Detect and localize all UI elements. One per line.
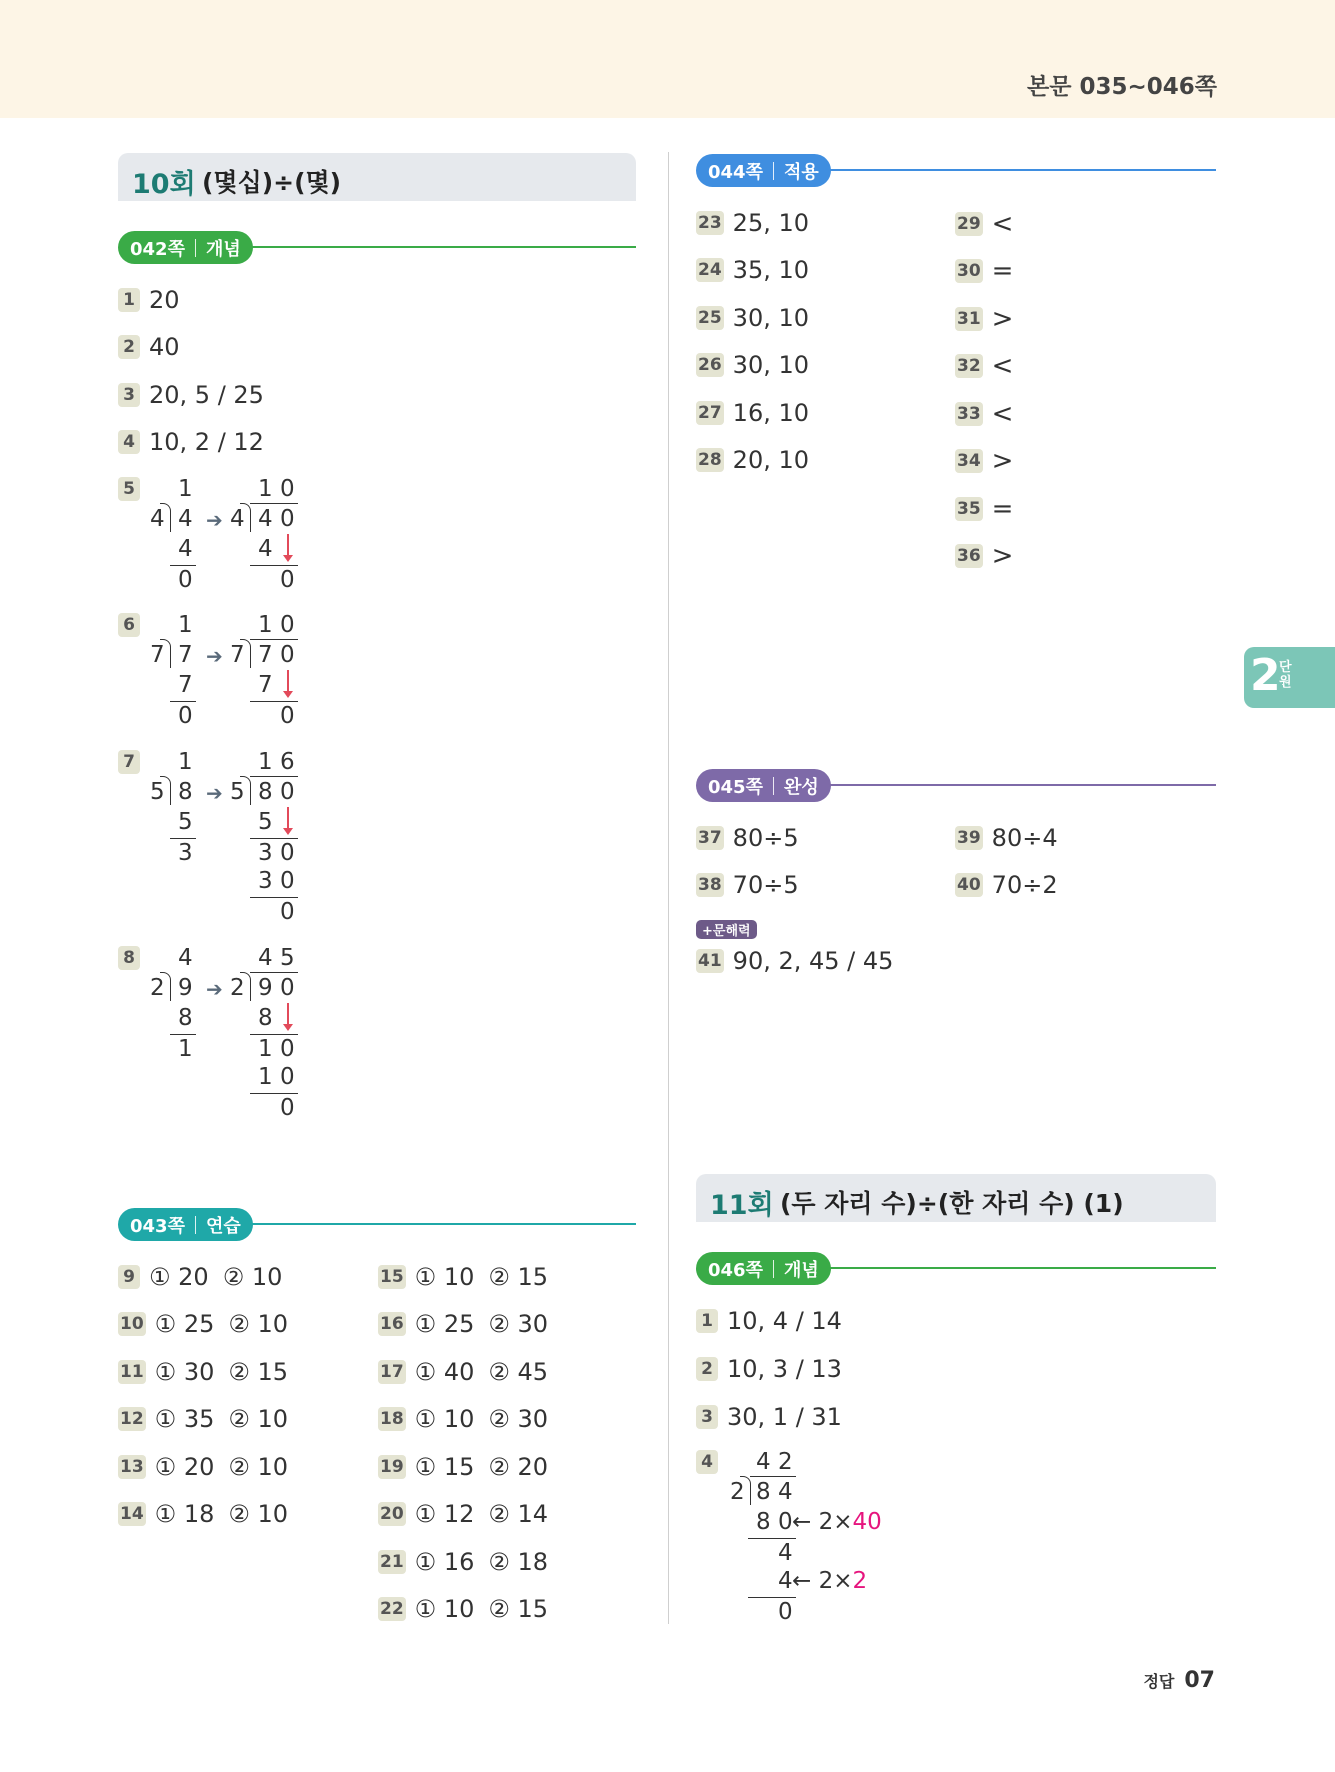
quotient: 1 0 xyxy=(258,476,295,502)
comparison-symbol: < xyxy=(991,209,1014,239)
section-044-rule xyxy=(828,169,1216,171)
answer-item xyxy=(696,1355,842,1383)
note-prefix: ← 2× xyxy=(792,1509,853,1535)
answer-text: 70÷5 xyxy=(732,871,799,899)
divisor: 5 xyxy=(230,779,245,805)
answer-number: 19 xyxy=(380,1457,404,1477)
page-footer xyxy=(1143,1668,1215,1693)
dividend: 7 0 xyxy=(258,642,295,668)
remainder: 3 xyxy=(178,840,193,866)
answer-number: 22 xyxy=(380,1599,404,1619)
section-045-rule xyxy=(828,784,1216,786)
answer-number: 17 xyxy=(380,1362,404,1382)
lesson-title: (몇십)÷(몇) xyxy=(202,168,342,197)
lesson-10-header xyxy=(118,153,636,201)
subtrahend: 4 xyxy=(178,536,193,562)
division-bracket xyxy=(240,639,251,668)
division-bracket xyxy=(740,1476,751,1505)
answer-text: 25, 10 xyxy=(732,209,810,237)
answer-item xyxy=(378,1500,548,1528)
answer-number: 26 xyxy=(698,355,722,375)
quotient: 1 xyxy=(178,749,193,775)
comparison-symbol: < xyxy=(991,399,1014,429)
section-kind: 연습 xyxy=(205,1215,241,1237)
remainder: 0 xyxy=(178,567,193,593)
answer-part-1: ① 18 xyxy=(154,1500,215,1528)
bring-down-arrow-icon xyxy=(287,534,289,556)
divisor: 7 xyxy=(150,642,165,668)
answer-item xyxy=(696,1307,842,1335)
answer-number: 4 xyxy=(118,430,140,454)
note-value: 2 xyxy=(852,1568,868,1594)
answer-item xyxy=(118,1453,288,1481)
answer-number: 28 xyxy=(698,450,722,470)
answer-item xyxy=(955,351,1013,381)
answer-number: 15 xyxy=(380,1267,404,1287)
division-overline xyxy=(250,503,298,504)
subtraction-line xyxy=(250,1093,298,1094)
answer-number: 31 xyxy=(957,309,981,329)
answer-text: 20 xyxy=(149,286,180,314)
subtrahend: 8 xyxy=(178,1005,193,1031)
answer-number: 16 xyxy=(380,1314,404,1334)
answer-part-2: ② 10 xyxy=(228,1405,289,1433)
subtraction-line xyxy=(250,838,298,839)
section-page: 046쪽 xyxy=(708,1259,763,1281)
answer-item xyxy=(378,1310,548,1338)
right-arrow-icon: ➔ xyxy=(206,644,223,668)
answer-item xyxy=(696,209,809,237)
comparison-symbol: = xyxy=(991,494,1014,524)
subtrahend: 4 xyxy=(258,536,273,562)
subtrahend-tens: 8 xyxy=(756,1509,771,1535)
answer-item xyxy=(118,1500,288,1528)
answer-text: 10, 2 / 12 xyxy=(149,428,264,456)
division-bracket xyxy=(240,972,251,1001)
division-overline xyxy=(250,972,298,973)
answer-text: 35, 10 xyxy=(732,256,810,284)
division-overline xyxy=(750,1476,796,1477)
division-bracket xyxy=(160,972,171,1001)
answer-item xyxy=(955,871,1058,899)
unit-number: 2 xyxy=(1250,650,1281,701)
divisor: 7 xyxy=(230,642,245,668)
answer-item xyxy=(378,1358,548,1386)
bring-down-arrow-icon xyxy=(287,807,289,829)
section-043-rule xyxy=(250,1223,636,1225)
section-page: 045쪽 xyxy=(708,776,763,798)
answer-item xyxy=(955,209,1013,239)
subtrahend: 3 0 xyxy=(258,868,295,894)
lesson-11-header xyxy=(696,1174,1216,1222)
answer-part-1: ① 25 xyxy=(414,1310,475,1338)
dividend: 4 0 xyxy=(258,506,295,532)
comparison-symbol: > xyxy=(991,304,1014,334)
section-page: 042쪽 xyxy=(130,238,185,260)
answer-number: 4 xyxy=(696,1450,718,1474)
subtrahend-ones: 0 xyxy=(778,1509,793,1535)
answer-item xyxy=(696,399,809,427)
answer-text: 80÷5 xyxy=(732,824,799,852)
answer-part-2: ② 30 xyxy=(488,1405,549,1433)
answer-number: 2 xyxy=(118,335,140,359)
remainder: 0 xyxy=(280,1095,295,1121)
subtraction-line xyxy=(250,701,298,702)
comparison-symbol: > xyxy=(991,446,1014,476)
section-page: 043쪽 xyxy=(130,1215,185,1237)
division-bracket xyxy=(160,503,171,532)
remainder: 0 xyxy=(280,899,295,925)
right-arrow-icon: ➔ xyxy=(206,977,223,1001)
answer-part-1: ① 40 xyxy=(414,1358,475,1386)
answer-number: 23 xyxy=(698,213,722,233)
answer-item xyxy=(696,446,809,474)
subtraction-line xyxy=(250,1034,298,1035)
section-045-label xyxy=(696,769,831,802)
answer-part-2: ② 15 xyxy=(228,1358,289,1386)
quotient: 4 5 xyxy=(258,945,295,971)
answer-part-1: ① 30 xyxy=(154,1358,215,1386)
answer-text: 80÷4 xyxy=(991,824,1058,852)
division-bracket xyxy=(160,639,171,668)
division-bracket xyxy=(240,503,251,532)
answer-item xyxy=(118,381,264,409)
answer-text: 90, 2, 45 / 45 xyxy=(732,947,894,975)
lesson-number: 10회 xyxy=(132,169,196,200)
section-042-rule xyxy=(250,246,636,248)
divisor: 2 xyxy=(730,1479,745,1505)
answer-number: 21 xyxy=(380,1552,404,1572)
partial-dividend: 1 0 xyxy=(258,1036,295,1062)
right-arrow-icon: ➔ xyxy=(206,781,223,805)
division-bracket xyxy=(240,776,251,805)
answer-item xyxy=(696,947,893,975)
answer-number: 36 xyxy=(957,546,981,566)
section-043-label xyxy=(118,1208,253,1241)
answer-part-2: ② 15 xyxy=(488,1595,549,1623)
subtrahend: 7 xyxy=(258,672,273,698)
answer-item xyxy=(955,399,1013,429)
answer-item xyxy=(955,541,1013,571)
divisor: 5 xyxy=(150,779,165,805)
section-042-label xyxy=(118,231,253,264)
comparison-symbol: < xyxy=(991,351,1014,381)
section-kind: 개념 xyxy=(783,1259,819,1281)
answer-item xyxy=(955,446,1013,476)
answer-number: 34 xyxy=(957,451,981,471)
subtraction-line xyxy=(170,838,196,839)
section-page: 044쪽 xyxy=(708,161,763,183)
answer-item xyxy=(378,1405,548,1433)
lesson-number: 11회 xyxy=(710,1190,774,1221)
answer-part-1: ① 25 xyxy=(154,1310,215,1338)
answer-text: 70÷2 xyxy=(991,871,1058,899)
unit-label: 단원 xyxy=(1279,660,1292,690)
answer-item xyxy=(378,1263,548,1291)
lesson-title: (두 자리 수)÷(한 자리 수) (1) xyxy=(780,1189,1124,1218)
answer-number: 1 xyxy=(696,1309,718,1333)
subtrahend: 7 xyxy=(178,672,193,698)
answer-item xyxy=(118,333,180,361)
answer-part-2: ② 10 xyxy=(228,1310,289,1338)
literacy-badge: +문해력 xyxy=(696,920,757,939)
answer-item xyxy=(378,1548,548,1576)
answer-number: 3 xyxy=(118,383,140,407)
subtraction-line xyxy=(170,701,196,702)
bring-down-arrow-icon xyxy=(287,670,289,692)
answer-text: 10, 3 / 13 xyxy=(727,1355,842,1383)
answer-item xyxy=(955,256,1013,286)
answer-number: 3 xyxy=(696,1405,718,1429)
unit-tab xyxy=(1244,647,1335,708)
answer-part-2: ② 20 xyxy=(488,1453,549,1481)
answer-item xyxy=(378,1453,548,1481)
answer-number: 18 xyxy=(380,1409,404,1429)
answer-number: 40 xyxy=(957,875,981,895)
answer-number: 1 xyxy=(118,288,140,312)
answer-part-1: ① 20 xyxy=(154,1453,215,1481)
answer-item xyxy=(955,494,1013,524)
answer-part-2: ② 10 xyxy=(222,1263,283,1291)
answer-text: 10, 4 / 14 xyxy=(727,1307,842,1335)
answer-text: 20, 10 xyxy=(732,446,810,474)
answer-part-1: ① 16 xyxy=(414,1548,475,1576)
dividend: 8 xyxy=(178,779,193,805)
answer-number: 32 xyxy=(957,356,981,376)
section-kind: 적용 xyxy=(783,161,819,183)
subtraction-line xyxy=(250,565,298,566)
answer-text: 30, 10 xyxy=(732,351,810,379)
answer-number: 25 xyxy=(698,308,722,328)
answer-text: 30, 10 xyxy=(732,304,810,332)
quotient: 4 2 xyxy=(756,1449,793,1475)
answer-number: 10 xyxy=(120,1314,144,1334)
subtrahend: 5 xyxy=(178,809,193,835)
answer-part-1: ① 12 xyxy=(414,1500,475,1528)
answer-number: 8 xyxy=(118,946,140,970)
quotient: 1 xyxy=(178,476,193,502)
answer-part-1: ① 10 xyxy=(414,1405,475,1433)
answer-number: 11 xyxy=(120,1362,144,1382)
answer-item xyxy=(118,1358,288,1386)
dividend: 8 0 xyxy=(258,779,295,805)
subtraction-line xyxy=(748,1597,796,1598)
remainder: 0 xyxy=(778,1599,793,1625)
section-046-label xyxy=(696,1252,831,1285)
answer-part-1: ① 20 xyxy=(149,1263,209,1291)
column-divider xyxy=(668,152,669,1624)
answer-part-1: ① 10 xyxy=(414,1595,475,1623)
multiplication-note xyxy=(792,1511,882,1534)
answer-number: 5 xyxy=(118,477,140,501)
answer-part-1: ① 15 xyxy=(414,1453,475,1481)
answer-number: 39 xyxy=(957,828,981,848)
footer-label: 정답 xyxy=(1143,1672,1175,1691)
answer-item xyxy=(955,304,1013,334)
quotient: 1 xyxy=(178,612,193,638)
section-044-label xyxy=(696,154,831,187)
dividend: 7 xyxy=(178,642,193,668)
answer-number: 29 xyxy=(957,214,981,234)
dividend: 4 xyxy=(178,506,193,532)
remainder: 0 xyxy=(280,567,295,593)
answer-item xyxy=(118,428,264,456)
division-overline xyxy=(250,639,298,640)
answer-item xyxy=(696,1403,842,1431)
answer-item xyxy=(696,824,799,852)
subtrahend: 8 xyxy=(258,1005,273,1031)
answer-part-2: ② 14 xyxy=(488,1500,549,1528)
answer-text: 16, 10 xyxy=(732,399,810,427)
remainder: 1 xyxy=(178,1036,193,1062)
section-kind: 개념 xyxy=(205,238,241,260)
answer-item xyxy=(118,1310,288,1338)
answer-item xyxy=(696,304,809,332)
comparison-symbol: = xyxy=(991,256,1014,286)
answer-number: 41 xyxy=(698,951,722,971)
answer-number: 12 xyxy=(120,1409,144,1429)
dividend: 9 0 xyxy=(258,975,295,1001)
answer-number: 7 xyxy=(118,750,140,774)
answer-number: 20 xyxy=(380,1504,404,1524)
division-overline xyxy=(250,776,298,777)
answer-text: 30, 1 / 31 xyxy=(727,1403,842,1431)
subtrahend: 1 0 xyxy=(258,1064,295,1090)
answer-number: 38 xyxy=(698,875,722,895)
subtraction-line xyxy=(250,897,298,898)
answer-number: 9 xyxy=(118,1265,140,1289)
dividend: 8 4 xyxy=(756,1479,793,1505)
quotient: 1 6 xyxy=(258,749,295,775)
subtraction-line xyxy=(748,1538,796,1539)
partial-dividend: 3 0 xyxy=(258,840,295,866)
bring-down-arrow-icon xyxy=(287,1003,289,1025)
divisor: 2 xyxy=(230,975,245,1001)
subtraction-line xyxy=(170,1034,196,1035)
section-046-rule xyxy=(828,1267,1216,1269)
divisor: 4 xyxy=(230,506,245,532)
answer-number: 37 xyxy=(698,828,722,848)
quotient: 1 0 xyxy=(258,612,295,638)
divisor: 4 xyxy=(150,506,165,532)
answer-part-2: ② 18 xyxy=(488,1548,549,1576)
page-reference: 본문 035~046쪽 xyxy=(1027,74,1217,100)
answer-number: 6 xyxy=(118,613,140,637)
comparison-symbol: > xyxy=(991,541,1014,571)
answer-part-2: ② 30 xyxy=(488,1310,549,1338)
answer-item xyxy=(696,351,809,379)
subtrahend: 4 xyxy=(778,1568,793,1594)
remainder: 0 xyxy=(178,703,193,729)
subtraction-line xyxy=(170,565,196,566)
partial-dividend: 4 xyxy=(778,1540,793,1566)
answer-number: 30 xyxy=(957,261,981,281)
answer-number: 2 xyxy=(696,1357,718,1381)
answer-item xyxy=(378,1595,548,1623)
note-prefix: ← 2× xyxy=(792,1568,853,1594)
answer-part-2: ② 10 xyxy=(228,1453,289,1481)
answer-number: 24 xyxy=(698,260,722,280)
division-bracket xyxy=(160,776,171,805)
multiplication-note xyxy=(792,1570,867,1593)
answer-item xyxy=(955,824,1058,852)
answer-item xyxy=(696,871,799,899)
section-kind: 완성 xyxy=(783,776,819,798)
answer-number: 14 xyxy=(120,1504,144,1524)
right-arrow-icon: ➔ xyxy=(206,508,223,532)
answer-part-1: ① 10 xyxy=(414,1263,475,1291)
answer-part-2: ② 45 xyxy=(488,1358,549,1386)
remainder: 0 xyxy=(280,703,295,729)
divisor: 2 xyxy=(150,975,165,1001)
answer-number: 35 xyxy=(957,499,981,519)
answer-part-2: ② 15 xyxy=(488,1263,549,1291)
answer-item xyxy=(118,1405,288,1433)
answer-number: 33 xyxy=(957,404,981,424)
answer-item xyxy=(696,256,809,284)
answer-text: 40 xyxy=(149,333,180,361)
answer-item xyxy=(118,1263,282,1291)
answer-number: 13 xyxy=(120,1457,144,1477)
note-value: 40 xyxy=(852,1509,882,1535)
quotient: 4 xyxy=(178,945,193,971)
answer-item xyxy=(118,286,180,314)
answer-part-2: ② 10 xyxy=(228,1500,289,1528)
answer-part-1: ① 35 xyxy=(154,1405,215,1433)
answer-text: 20, 5 / 25 xyxy=(149,381,264,409)
subtrahend: 5 xyxy=(258,809,273,835)
dividend: 9 xyxy=(178,975,193,1001)
page-number: 07 xyxy=(1184,1668,1215,1693)
answer-number: 27 xyxy=(698,403,722,423)
